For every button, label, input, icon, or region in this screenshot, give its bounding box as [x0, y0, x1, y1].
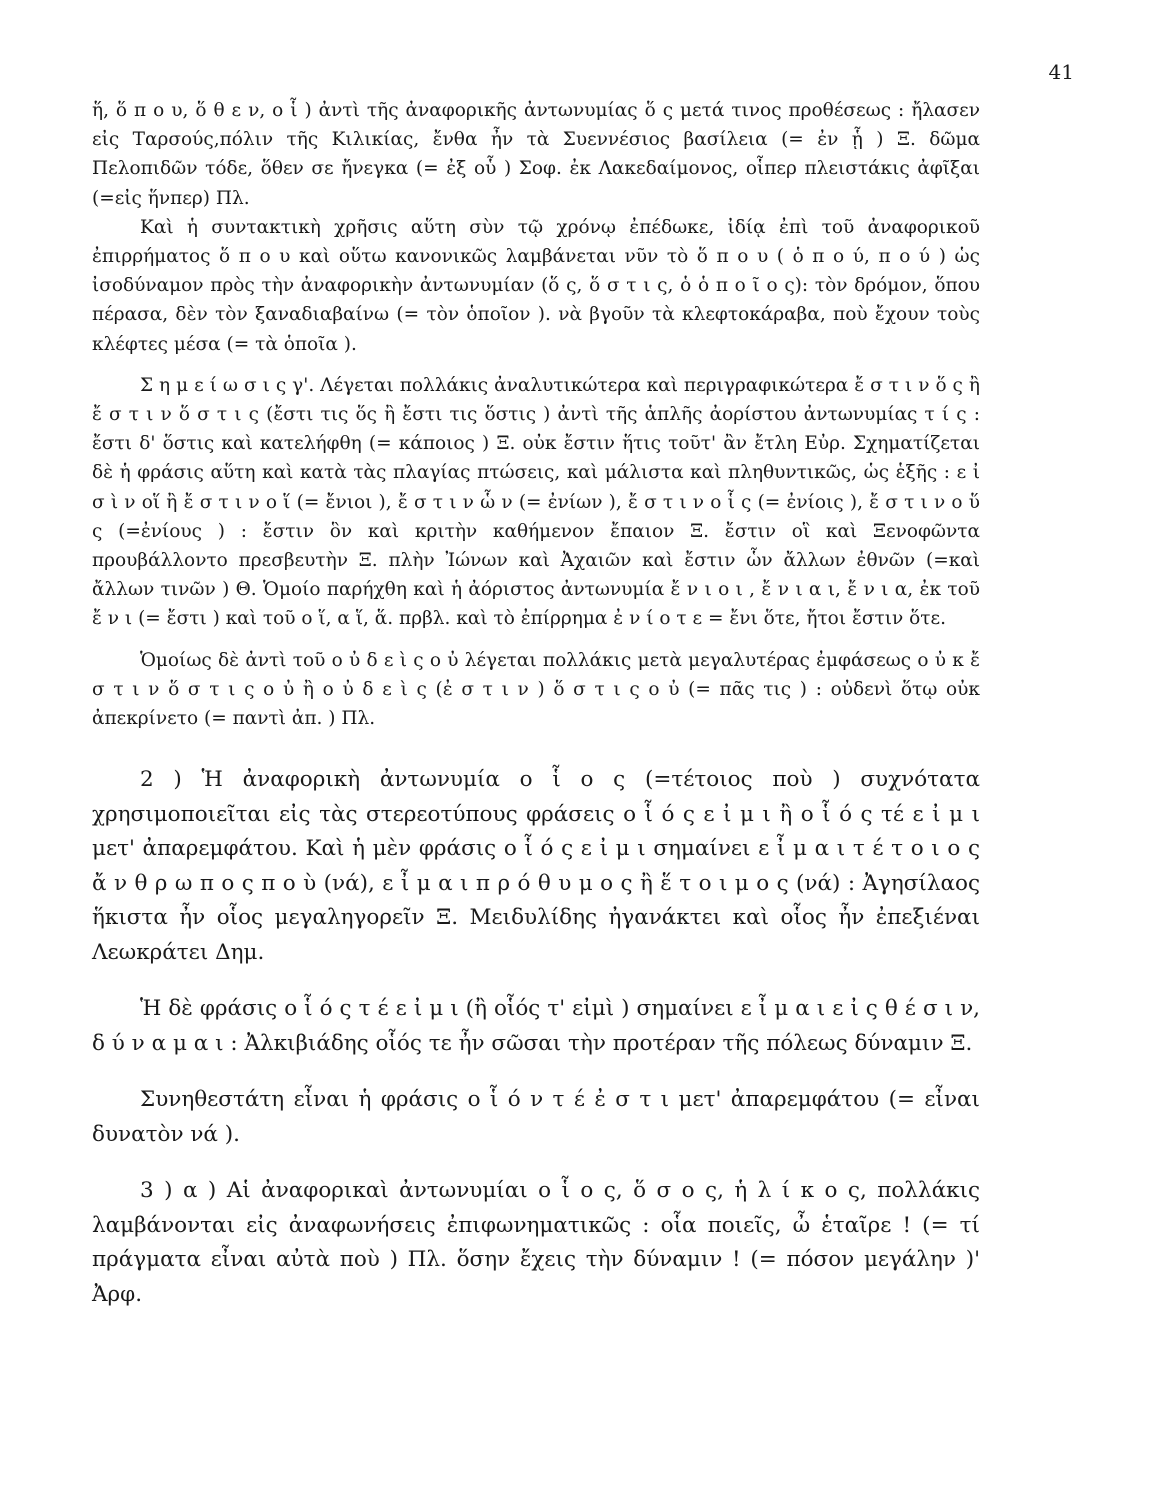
paragraph-3-note: Σ η μ ε ί ω σ ι ς γ'. Λέγεται πολλάκις ἀναλυτικώτερα καὶ περιγραφικώτερα ἔ σ τ ι ν ὅ ς ἢ ἔ σ τ ι ν ὅ σ τ ι ς (ἔστι τις ὅς ἢ ἔστι τις ὅστις ) ἀντὶ τῆς ἁπλῆς ἀορίστου ἀντωνυμίας τ ί ς : ἔστι δ' ὅστις καὶ κατελήφθη (= κάποιος ) Ξ. οὐκ ἔστιν ἥτις τοῦτ' ἂν ἔτλη Εὐρ. Σχηματίζεται δὲ ἡ φράσις αὕτη καὶ κατὰ τὰς πλαγίας πτώσεις, καὶ μάλιστα καὶ πληθυντικῶς, ὡς ἑξῆς : ε ἰ σ ὶ ν οἵ ἢ ἔ σ τ ι ν ο ἵ (= ἔνιοι ), ἔ σ τ ι ν ὧ ν (= ἐνίων ), ἔ σ τ ι ν ο ἷ ς (= ἐνίοις ), ἔ σ τ ι ν ο ὕ ς (=ἐνίους ) : ἔστιν ὃν καὶ κριτὴν καθήμενον ἔπαιον Ξ. ἔστιν οἳ καὶ Ξενοφῶντα προυβάλλοντο πρεσβευτὴν Ξ. πλὴν Ἰώνων καὶ Ἀχαιῶν καὶ ἔστιν ὧν ἄλλων ἐθνῶν (=καὶ ἄλλων τινῶν ) Θ. Ὁμοίο παρήχθη καὶ ἡ ἀόριστος ἀντωνυμία ἔ ν ι ο ι , ἔ ν ι α ι, ἔ ν ι α, ἐκ τοῦ ἔ ν ι (= ἔστι ) καὶ τοῦ ο ἵ, α ἵ, ἅ. πρβλ. καὶ τὸ ἐπίρρημα ἐ ν ί ο τ ε = ἔνι ὅτε, ἤτοι ἔστιν ὅτε. — [92, 374, 980, 630]
small-text-block — [92, 96, 980, 733]
page-number: 41 — [1048, 60, 1074, 84]
page-body — [92, 96, 980, 1312]
paragraph-8: 3 ) α ) Αἱ ἀναφορικαὶ ἀντωνυμίαι ο ἷ ο ς, ὅ σ ο ς, ἡ λ ί κ ο ς, πολλάκις λαμβάνονται εἰς ἀναφωνήσεις ἐπιφωνηματικῶς : οἷα ποιεῖς, ὦ ἑταῖρε ! (= τί πράγματα εἶναι αὐτὰ ποὺ ) Πλ. ὅσην ἔχεις τὴν δύναμιν ! (= πόσον μεγάλην )' Ἀρφ. — [92, 1178, 980, 1307]
paragraph-2: Καὶ ἡ συντακτικὴ χρῆσις αὕτη σὺν τῷ χρόνῳ ἐπέδωκε, ἰδίᾳ ἐπὶ τοῦ ἀναφορικοῦ ἐπιρρήματος ὅ π ο υ καὶ οὕτω κανονικῶς λαμβάνεται νῦν τὸ ὅ π ο υ ( ὁ π ο ύ, π ο ύ ) ὡς ἰσοδύναμον πρὸς τὴν ἀναφορικὴν ἀντωνυμίαν (ὅ ς, ὅ σ τ ι ς, ὁ ὁ π ο ῖ ο ς): τὸν δρόμον, ὅπου πέρασα, δὲν τὸν ξαναδιαβαίνω (= τὸν ὁποῖον ). νὰ βγοῦν τὰ κλεφτοκάραβα, ποὺ ἔχουν τοὺς κλέφτες μέσα (= τὰ ὁποῖα ). — [92, 216, 980, 355]
paragraph-4: Ὁμοίως δὲ ἀντὶ τοῦ ο ὐ δ ε ὶ ς ο ὐ λέγεται πολλάκις μετὰ μεγαλυτέρας ἐμφάσεως ο ὐ κ ἔ σ τ ι ν ὅ σ τ ι ς ο ὐ ἢ ο ὐ δ ε ὶ ς (ἐ σ τ ι ν ) ὅ σ τ ι ς ο ὐ (= πᾶς τις ) : οὐδενὶ ὅτῳ οὐκ ἀπεκρίνετο (= παντὶ ἀπ. ) Πλ. — [92, 649, 980, 730]
large-text-block — [92, 763, 980, 1312]
paragraph-1: ἥ, ὅ π ο υ, ὅ θ ε ν, ο ἷ ) ἀντὶ τῆς ἀναφορικῆς ἀντωνυμίας ὅ ς μετά τινος προθέσεως : ἤλασεν εἰς Ταρσούς,πόλιν τῆς Κιλικίας, ἔνθα ἦν τὰ Συεννέσιος βασίλεια (= ἐν ᾗ ) Ξ. δῶμα Πελοπιδῶν τόδε, ὅθεν σε ἤνεγκα (= ἐξ οὗ ) Σοφ. ἐκ Λακεδαίμονος, οἷπερ πλειστάκις ἀφῖξαι (=εἰς ἥνπερ) Πλ. — [92, 100, 980, 209]
paragraph-5: 2 ) Ἡ ἀναφορικὴ ἀντωνυμία ο ἷ ο ς (=τέτοιος ποὺ ) συχνότατα χρησιμοποιεῖται εἰς τὰς στερεοτύπους φράσεις ο ἷ ό ς ε ἰ μ ι ἢ ο ἷ ό ς τέ ε ἰ μ ι μετ' ἀπαρεμφάτου. Καὶ ἡ μὲν φράσις ο ἷ ό ς ε ἰ μ ι σημαίνει ε ἶ μ α ι τ έ τ ο ι ο ς ἄ ν θ ρ ω π ο ς π ο ὺ (νά), ε ἶ μ α ι π ρ ό θ υ μ ο ς ἢ ἕ τ ο ι μ ο ς (νά) : Ἀγησίλαος ἥκιστα ἦν οἷος μεγαληγορεῖν Ξ. Μειδυλίδης ἠγανάκτει καὶ οἷος ἦν ἐπεξιέναι Λεωκράτει Δημ. — [92, 767, 980, 965]
paragraph-6: Ἡ δὲ φράσις ο ἷ ό ς τ έ ε ἰ μ ι (ἢ οἷός τ' εἰμὶ ) σημαίνει ε ἶ μ α ι ε ἰ ς θ έ σ ι ν, δ ύ ν α μ α ι : Ἀλκιβιάδης οἷός τε ἦν σῶσαι τὴν προτέραν τῆς πόλεως δύναμιν Ξ. — [92, 996, 980, 1056]
paragraph-7: Συνηθεστάτη εἶναι ἡ φράσις ο ἷ ό ν τ έ ἐ σ τ ι μετ' ἀπαρεμφάτου (= εἶναι δυνατὸν νά ). — [92, 1087, 980, 1147]
